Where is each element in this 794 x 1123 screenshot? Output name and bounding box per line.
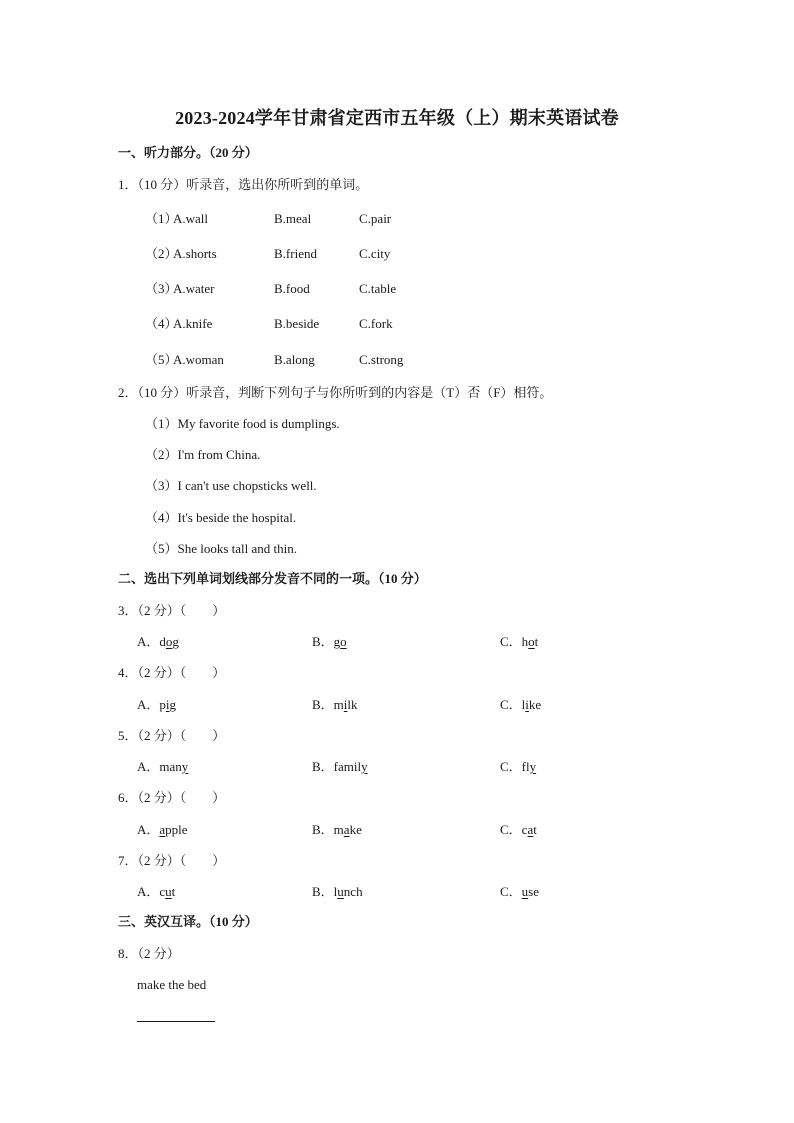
statement-item: （3）I can't use chopsticks well. — [145, 478, 317, 493]
option-a: A．pig — [137, 697, 177, 712]
option-b: B．family — [312, 759, 368, 774]
statement-item: （5）She looks tall and thin. — [145, 541, 298, 556]
question-3-stem: 3．（2 分）（ ） — [118, 603, 226, 618]
question-4-stem: 4．（2 分）（ ） — [118, 665, 226, 680]
page-title: 2023-2024学年甘肃省定西市五年级（上）期末英语试卷 — [175, 108, 619, 128]
option-a: A．dog — [137, 634, 179, 649]
item-number: （2） — [145, 246, 178, 261]
option-c: C.fork — [359, 316, 393, 331]
option-a: A．apple — [137, 822, 188, 837]
item-number: （5） — [145, 352, 178, 367]
option-c: C.table — [359, 281, 397, 296]
option-b: B.along — [274, 352, 315, 367]
option-b: B.food — [274, 281, 310, 296]
option-a: A.wall — [173, 211, 209, 226]
option-a: A．cut — [137, 884, 176, 899]
question-1-stem: 1．（10 分）听录音，选出你所听到的单词。 — [118, 177, 369, 192]
option-c: C．like — [500, 697, 542, 712]
section-heading-phonics: 二、选出下列单词划线部分发音不同的一项。（10 分） — [118, 571, 427, 586]
option-c: C．use — [500, 884, 540, 899]
option-b: B．lunch — [312, 884, 363, 899]
question-8-stem: 8．（2 分） — [118, 946, 180, 961]
option-a: A.water — [173, 281, 215, 296]
option-b: B．milk — [312, 697, 358, 712]
option-a: A.shorts — [173, 246, 217, 261]
option-c: C.city — [359, 246, 391, 261]
item-number: （4） — [145, 316, 178, 331]
option-c: C．hot — [500, 634, 539, 649]
option-b: B．make — [312, 822, 362, 837]
option-a: A.woman — [173, 352, 224, 367]
question-5-stem: 5．（2 分）（ ） — [118, 728, 226, 743]
question-6-stem: 6．（2 分）（ ） — [118, 790, 226, 805]
option-c: C．fly — [500, 759, 537, 774]
option-b: B.friend — [274, 246, 317, 261]
option-b: B．go — [312, 634, 347, 649]
statement-item: （1）My favorite food is dumplings. — [145, 416, 340, 431]
option-a: A．many — [137, 759, 189, 774]
option-c: C.strong — [359, 352, 404, 367]
question-7-stem: 7．（2 分）（ ） — [118, 853, 226, 868]
section-heading-translation: 三、英汉互译。（10 分） — [118, 914, 258, 929]
translation-phrase: make the bed — [137, 977, 207, 992]
statement-item: （4）It's beside the hospital. — [145, 510, 297, 525]
option-b: B.meal — [274, 211, 312, 226]
item-number: （1） — [145, 211, 178, 226]
option-c: C．cat — [500, 822, 537, 837]
answer-blank[interactable] — [137, 1020, 215, 1022]
item-number: （3） — [145, 281, 178, 296]
option-a: A.knife — [173, 316, 213, 331]
question-2-stem: 2．（10 分）听录音，判断下列句子与你所听到的内容是（T）否（F）相符。 — [118, 385, 553, 400]
option-b: B.beside — [274, 316, 320, 331]
section-heading-listening: 一、听力部分。（20 分） — [118, 145, 258, 160]
statement-item: （2）I'm from China. — [145, 447, 261, 462]
option-c: C.pair — [359, 211, 392, 226]
